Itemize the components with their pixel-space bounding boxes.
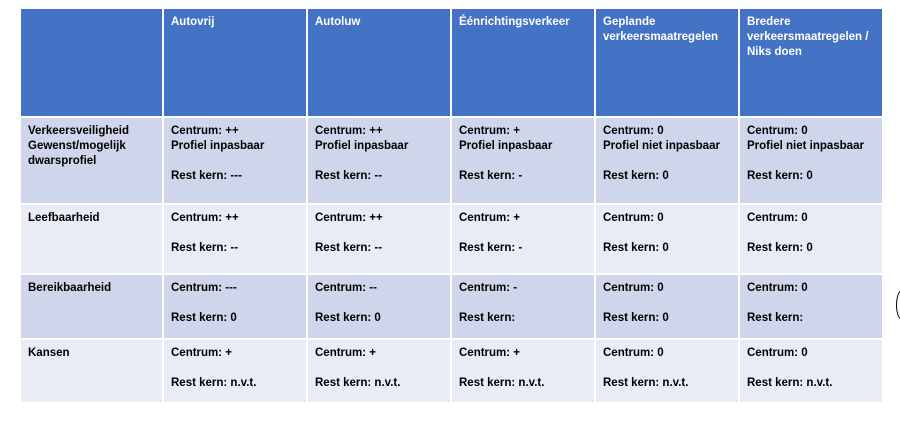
cell-rest-kern: Rest kern: 0 <box>747 170 813 182</box>
table-cell <box>164 340 306 402</box>
cell-centrum: Centrum: 0 <box>747 347 808 359</box>
cell-centrum: Centrum: ++ <box>315 125 383 137</box>
cell-rest-kern: Rest kern: -- <box>315 170 383 182</box>
cell-rest-kern: Rest kern: 0 <box>747 242 813 254</box>
table-cell <box>452 205 594 273</box>
row-label: Kansen <box>21 340 162 402</box>
cell-centrum: Centrum: --- <box>171 282 237 294</box>
table-cell <box>596 275 738 338</box>
table-cell <box>452 340 594 402</box>
row-label: Bereikbaarheid <box>21 275 162 338</box>
table-cell <box>452 118 594 203</box>
cell-centrum: Centrum: 0 <box>747 282 808 294</box>
cell-centrum: Centrum: + <box>315 347 377 359</box>
table-cell <box>596 205 738 273</box>
table-cell <box>164 205 306 273</box>
cell-rest-kern: Rest kern: -- <box>171 242 239 254</box>
cell-profiel: Profiel niet inpasbaar <box>603 140 720 152</box>
cell-rest-kern: Rest kern: 0 <box>603 170 669 182</box>
table-cell <box>596 118 738 203</box>
cell-centrum: Centrum: ++ <box>171 125 239 137</box>
cell-rest-kern: Rest kern: n.v.t. <box>603 377 689 389</box>
cell-centrum: Centrum: + <box>171 347 233 359</box>
cell-rest-kern: Rest kern: --- <box>171 170 242 182</box>
cell-centrum: Centrum: - <box>459 282 518 294</box>
cell-rest-kern: Rest kern: 0 <box>603 242 669 254</box>
table-cell <box>308 275 450 338</box>
table-row-verkeersveiligheid <box>21 118 882 203</box>
cell-centrum: Centrum: + <box>459 212 521 224</box>
table-cell <box>596 340 738 402</box>
table-cell <box>740 205 882 273</box>
table-cell <box>164 118 306 203</box>
cell-centrum: Centrum: + <box>459 347 521 359</box>
header-autoluw: Autoluw <box>308 9 450 116</box>
cell-rest-kern: Rest kern: <box>459 312 516 324</box>
table-cell <box>740 118 882 203</box>
cell-rest-kern: Rest kern: n.v.t. <box>459 377 545 389</box>
cell-centrum: Centrum: 0 <box>603 347 664 359</box>
cell-centrum: Centrum: + <box>459 125 521 137</box>
table-cell <box>164 275 306 338</box>
cell-rest-kern: Rest kern: 0 <box>315 312 381 324</box>
cell-centrum: Centrum: 0 <box>747 212 808 224</box>
table-row-leefbaarheid <box>21 205 882 273</box>
cell-rest-kern: Rest kern: - <box>459 170 523 182</box>
row-label: Verkeersveiligheid Gewenst/mogelijk dwarsprofiel <box>21 118 162 203</box>
cell-profiel: Profiel niet inpasbaar <box>747 140 864 152</box>
cell-rest-kern: Rest kern: <box>747 312 804 324</box>
table-cell <box>308 118 450 203</box>
cell-rest-kern: Rest kern: -- <box>315 242 383 254</box>
cell-rest-kern: Rest kern: n.v.t. <box>171 377 257 389</box>
cell-centrum: Centrum: ++ <box>315 212 383 224</box>
header-row <box>21 9 882 116</box>
cell-centrum: Centrum: 0 <box>747 125 808 137</box>
table-cell <box>740 340 882 402</box>
table-cell <box>740 275 882 338</box>
cell-rest-kern: Rest kern: n.v.t. <box>315 377 401 389</box>
edge-shape-fragment <box>896 290 900 320</box>
assessment-table <box>19 7 884 404</box>
cell-centrum: Centrum: 0 <box>603 125 664 137</box>
header-geplande-verkeersmaatregelen: Geplande verkeersmaatregelen <box>596 9 738 116</box>
cell-rest-kern: Rest kern: n.v.t. <box>747 377 833 389</box>
header-autovrij: Autovrij <box>164 9 306 116</box>
header-bredere-verkeersmaatregelen: Bredere verkeersmaatregelen / Niks doen <box>740 9 882 116</box>
cell-centrum: Centrum: 0 <box>603 282 664 294</box>
row-label: Leefbaarheid <box>21 205 162 273</box>
header-corner-cell <box>21 9 162 116</box>
cell-rest-kern: Rest kern: 0 <box>603 312 669 324</box>
table-cell <box>308 205 450 273</box>
cell-rest-kern: Rest kern: 0 <box>171 312 237 324</box>
table-row-kansen <box>21 340 882 402</box>
cell-profiel: Profiel inpasbaar <box>171 140 265 152</box>
cell-profiel: Profiel inpasbaar <box>459 140 553 152</box>
cell-rest-kern: Rest kern: - <box>459 242 523 254</box>
header-eenrichtingsverkeer: Éénrichtingsverkeer <box>452 9 594 116</box>
cell-centrum: Centrum: 0 <box>603 212 664 224</box>
table-row-bereikbaarheid <box>21 275 882 338</box>
table-cell <box>452 275 594 338</box>
table-cell <box>308 340 450 402</box>
cell-profiel: Profiel inpasbaar <box>315 140 409 152</box>
cell-centrum: Centrum: ++ <box>171 212 239 224</box>
cell-centrum: Centrum: -- <box>315 282 377 294</box>
